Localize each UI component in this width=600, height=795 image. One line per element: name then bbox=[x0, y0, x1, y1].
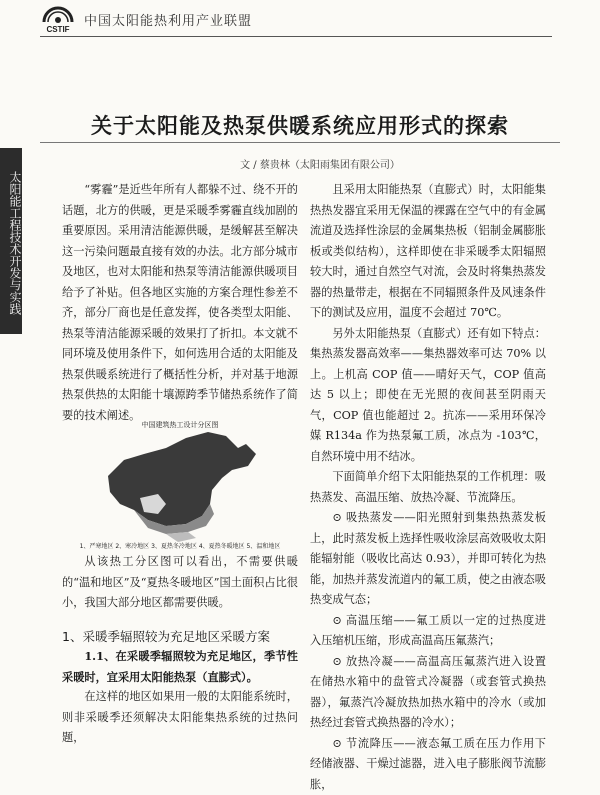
right-paragraph-3: 下面简单介绍下太阳能热泵的工作机理：吸热蒸发、高温压缩、放热冷凝、节流降压。 bbox=[310, 467, 546, 508]
side-section-tab: 太阳能工程技术开发与实践 bbox=[0, 148, 22, 334]
map-paragraph: 从该热工分区图可以看出，不需要供暖的“温和地区”及“夏热冬暖地区”国土面积占比很小，我国大部分地区都需要供暖。 bbox=[62, 552, 298, 614]
map-title: 中国建筑热工设计分区图 bbox=[62, 420, 298, 430]
association-name: 中国太阳能热利用产业联盟 bbox=[84, 10, 252, 29]
china-climate-map-figure bbox=[62, 418, 298, 550]
right-paragraph-1: 且采用太阳能热泵（直膨式）时，太阳能集热热发器宜采用无保温的裸露在空气中的有金属流道及选择性涂层的金属集热板（铝制金属膨胀板或类似结构），这样即使在非采暖季太阳辐照较大时，通过自然空气对流，会及时将集热蒸发器的热量带走，根据在不同辐照条件及风速条件下的测试及应用，温度不会超过 70℃。 bbox=[310, 180, 546, 324]
left-column-subsection bbox=[62, 646, 298, 749]
intro-paragraph: “雾霾”是近些年所有人都躲不过、绕不开的话题，北方的供暖，更是采暖季雾霾直线加剧的重要原因。采用清洁能源供暖，是缓解甚至解决这一污染问题最直接有效的办法。北方部分城市及地区，也对太阳能和热泵等清洁能源供暖项目给予了补贴。但各地区实施的方案合理性参差不齐，部分厂商也是任意发挥，使各类型太阳能、热泵等清洁能源采暖的效果打了折扣。本文就不同环境及使用条件下，如何选用合适的太阳能及热泵供暖系统进行了概括性分析，并对基于地源热泵供热的太阳能十壤源跨季节储热系统作了简要的技术阐述。 bbox=[62, 180, 298, 426]
article-title: 关于太阳能及热泵供暖系统应用形式的探索 bbox=[40, 110, 560, 140]
cold-region-shape bbox=[108, 432, 256, 526]
right-paragraph-6: ⊙ 放热冷凝——高温高压氟蒸汽进入设置在储热水箱中的盘管式冷凝器（或套管式换热器），氟蒸汽冷凝放热加热水箱中的冷水（或加热经过套管式换热器的冷水）； bbox=[310, 652, 546, 734]
subsection-paragraph: 在这样的地区如果用一般的太阳能系统时，则非采暖季还须解决太阳能集热系统的过热问题， bbox=[62, 687, 298, 749]
right-column bbox=[310, 180, 546, 795]
map-legend: 1、严寒地区 2、寒冷地区 3、夏热冬冷地区 4、夏热冬暖地区 5、温和地区 bbox=[62, 541, 298, 550]
subsection-1-1: 1.1、在采暖季辐照较为充足地区，季节性采暖时，宜采用太阳能热泵（直膨式）。 bbox=[62, 646, 298, 687]
logo-text: CSTIF bbox=[46, 25, 69, 34]
right-paragraph-4: ⊙ 吸热蒸发——阳光照射到集热热蒸发板上，此时蒸发板上选择性吸收涂层高效吸收太阳能辐射能（吸收比高达 0.93），并即可转化为热能，加热并蒸发流道内的氟工质，使之由液态吸热变成气态； bbox=[310, 508, 546, 611]
page-header bbox=[0, 0, 600, 40]
china-map bbox=[62, 418, 298, 550]
right-paragraph-2: 另外太阳能热泵（直膨式）还有如下特点：集热蒸发器高效率——集热器效率可达 70% 以上。上机高 COP 值——晴好天气，COP 值高达 5 以上；即使在无光照的夜间甚至阴雨天气，COP 值也能超过 2。抗冻——采用环保冷媒 R134a 作为热泵氟工质，冰点为 -103℃，自然环境中用不结冰。 bbox=[310, 324, 546, 468]
section-heading: 1、采暖季辐照较为充足地区采暖方案 bbox=[62, 628, 298, 646]
right-paragraph-7: ⊙ 节流降压——液态氟工质在压力作用下经储液器、干燥过滤器，进入电子膨胀阀节流膨胀， bbox=[310, 734, 546, 795]
header-rule bbox=[40, 36, 552, 37]
left-column bbox=[62, 180, 298, 426]
cstif-logo bbox=[40, 4, 76, 34]
author-line: 文 / 蔡贵林（太阳雨集团有限公司） bbox=[60, 156, 580, 171]
left-column-after-map bbox=[62, 552, 298, 614]
title-rule bbox=[40, 142, 560, 143]
right-paragraph-5: ⊙ 高温压缩——氟工质以一定的过热度进入压缩机压缩，形成高温高压氟蒸汽； bbox=[310, 611, 546, 652]
